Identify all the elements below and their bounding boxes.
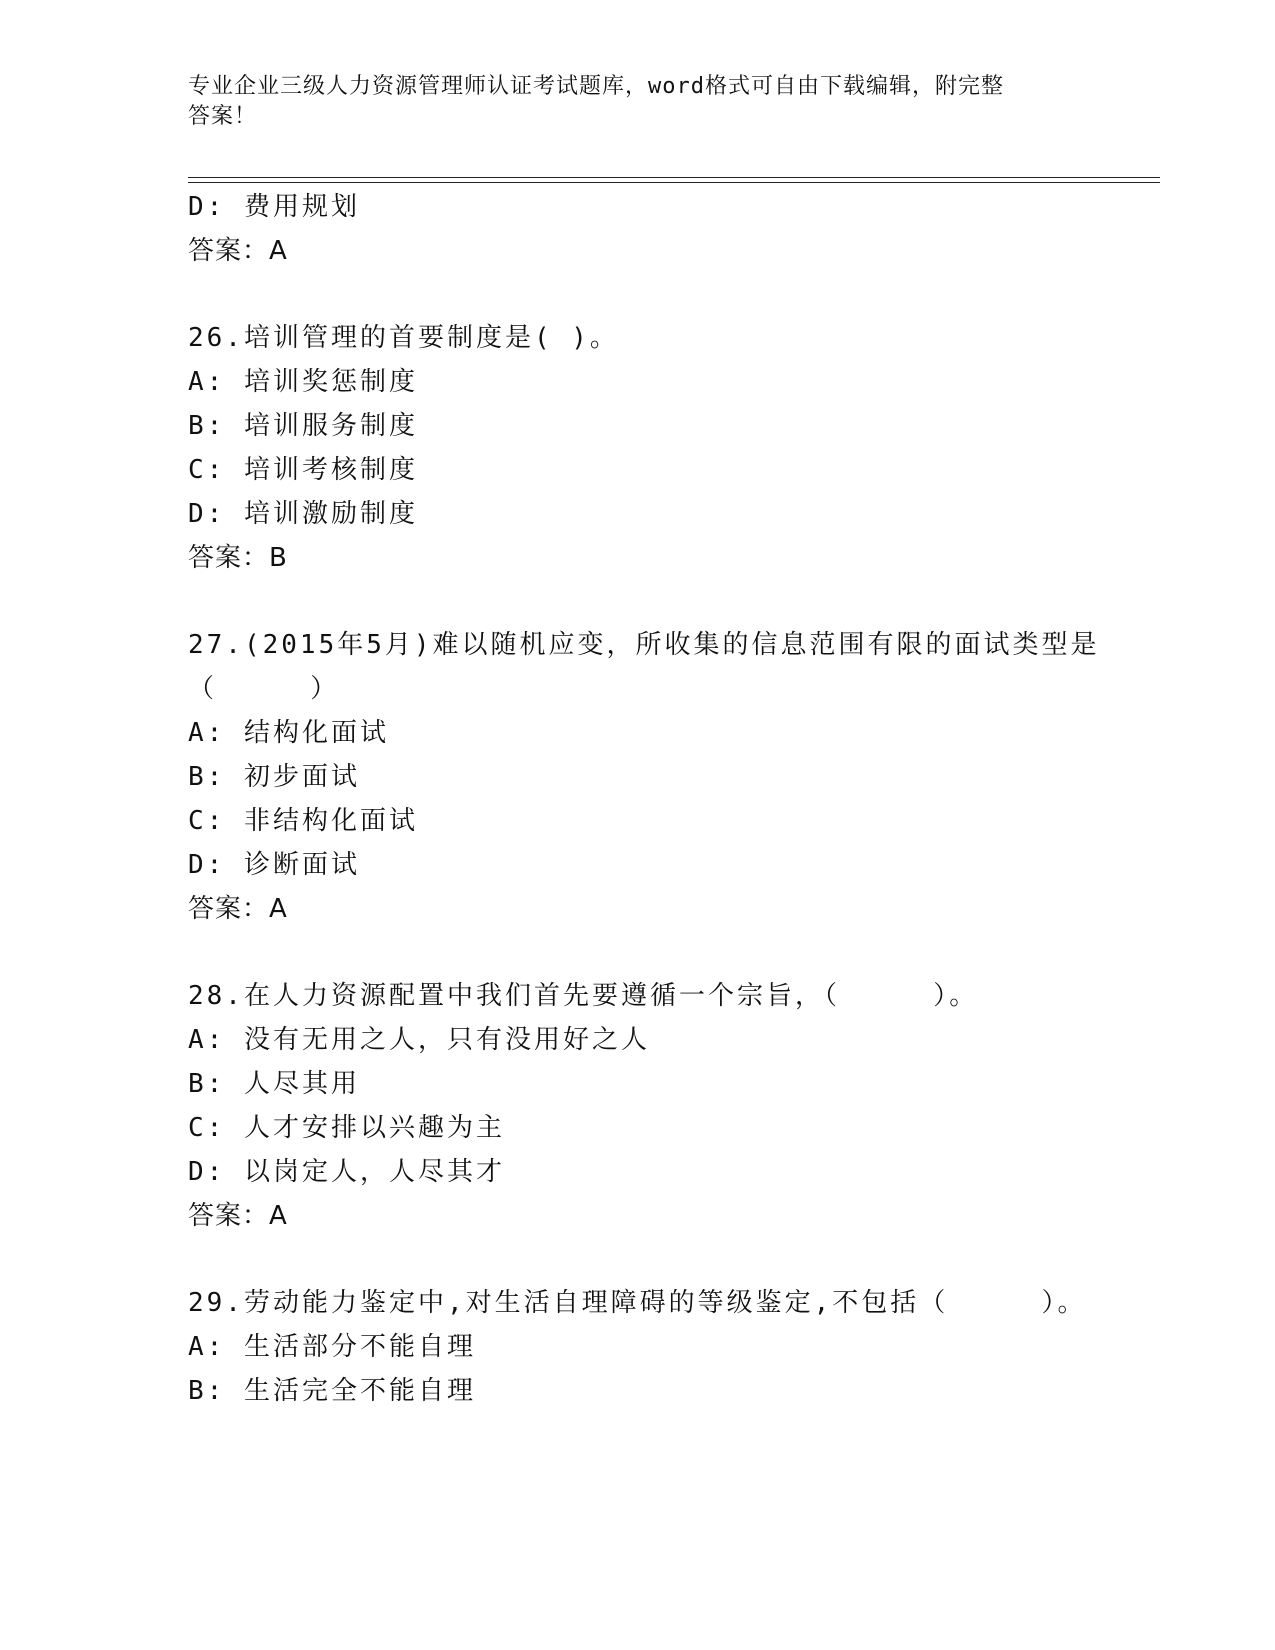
option-b: B: 培训服务制度 — [188, 411, 418, 441]
option-d: D: 诊断面试 — [188, 850, 360, 880]
answer-line: 答案：A — [188, 236, 288, 266]
option-d: D: 费用规划 — [188, 192, 360, 222]
option-a: A: 生活部分不能自理 — [188, 1332, 476, 1362]
option-b: B: 人尽其用 — [188, 1069, 360, 1099]
question-stem: 28.在人力资源配置中我们首先要遵循一个宗旨，（ ）。 — [188, 981, 979, 1011]
option-a: A: 培训奖惩制度 — [188, 367, 418, 397]
header-divider-top — [188, 177, 1160, 178]
answer-line: 答案：A — [188, 894, 288, 924]
option-b: B: 初步面试 — [188, 762, 360, 792]
header-divider-bottom — [188, 182, 1160, 183]
answer-line: 答案：B — [188, 543, 288, 573]
option-a: A: 结构化面试 — [188, 718, 389, 748]
question-stem: 27.(2015年5月)难以随机应变，所收集的信息范围有限的面试类型是 — [188, 630, 1100, 660]
option-d: D: 培训激励制度 — [188, 499, 418, 529]
header-line-2: 答案！ — [188, 104, 258, 129]
question-stem: 26.培训管理的首要制度是( )。 — [188, 323, 619, 353]
header-line-1: 专业企业三级人力资源管理师认证考试题库，word格式可自由下载编辑，附完整 — [188, 74, 1004, 99]
question-stem: 29.劳动能力鉴定中,对生活自理障碍的等级鉴定,不包括（ ）。 — [188, 1288, 1087, 1318]
answer-line: 答案：A — [188, 1201, 288, 1231]
option-c: C: 培训考核制度 — [188, 455, 418, 485]
option-a: A: 没有无用之人，只有没用好之人 — [188, 1025, 650, 1055]
option-c: C: 非结构化面试 — [188, 806, 418, 836]
document-header — [188, 72, 1088, 132]
option-d: D: 以岗定人，人尽其才 — [188, 1157, 505, 1187]
question-stem-continuation: （ ） — [188, 674, 340, 704]
option-c: C: 人才安排以兴趣为主 — [188, 1113, 505, 1143]
option-b: B: 生活完全不能自理 — [188, 1376, 476, 1406]
